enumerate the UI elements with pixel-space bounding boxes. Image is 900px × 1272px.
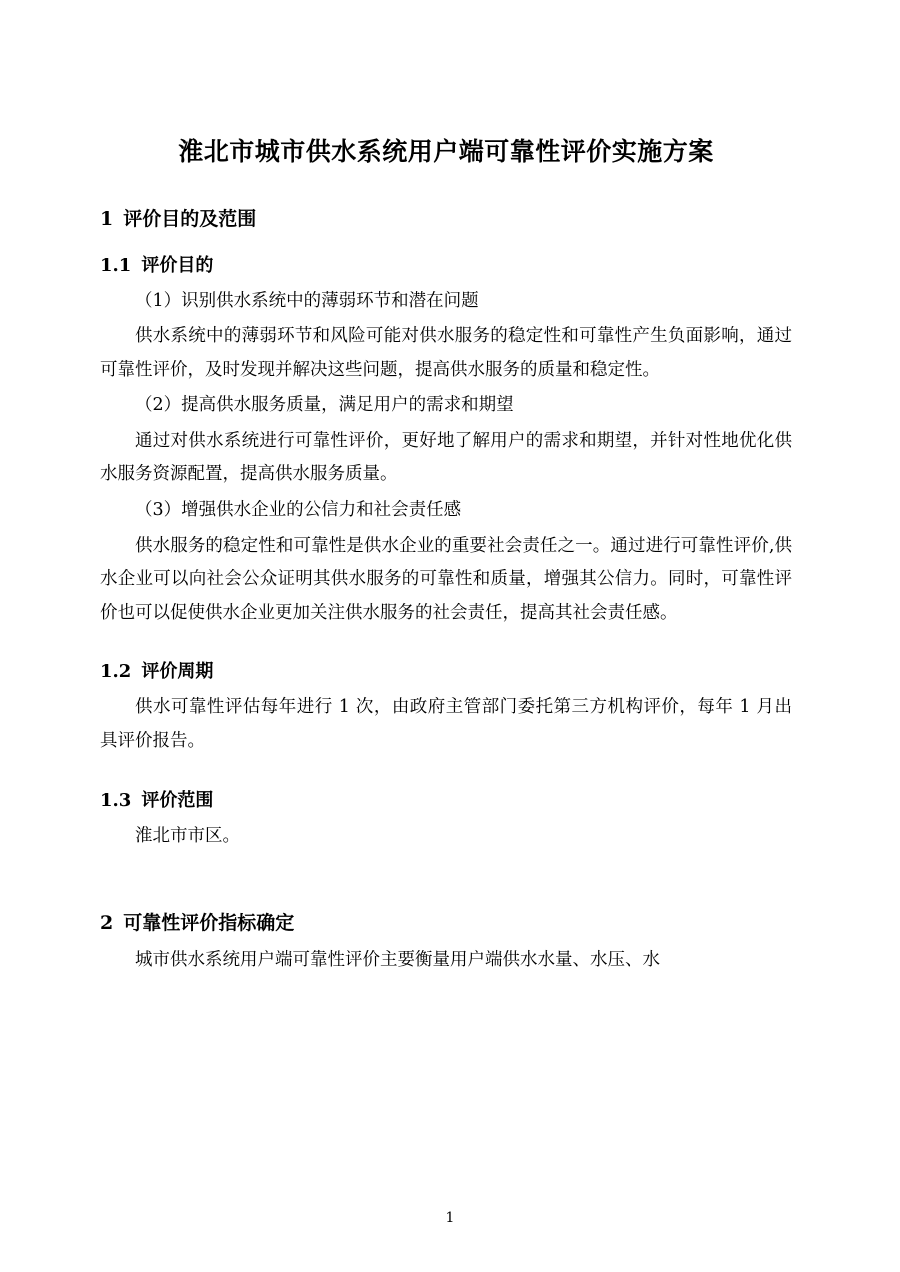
paragraph: （3）增强供水企业的公信力和社会责任感 [135,500,462,521]
spacer [100,759,792,769]
paragraph: 供水服务的稳定性和可靠性是供水企业的重要社会责任之一。通过进行可靠性评价,供水企业可以向社会公众证明其供水服务的可靠性和质量，增强其公信力。同时，可靠性评价也可以促使供水企业更加关注供水服务的社会责任，提高其社会责任感。 [100,535,792,623]
section-number-1-3: 1.3 [100,789,132,811]
section-number-2: 2 [100,912,114,935]
page-title: 淮北市城市供水系统用户端可靠性评价实施方案 [178,137,714,166]
paragraph: （2）提高供水服务质量，满足用户的需求和期望 [135,395,514,416]
paragraph: 供水系统中的薄弱环节和风险可能对供水服务的稳定性和可靠性产生负面影响，通过可靠性评价，及时发现并解决这些问题，提高供水服务的质量和稳定性。 [100,326,792,380]
paragraph: 供水可靠性评估每年进行 1 次，由政府主管部门委托第三方机构评价，每年 1 月出具评价报告。 [100,697,792,752]
spacer [100,853,792,873]
section-heading-1-2 [100,658,792,685]
spacer [100,630,792,640]
section-title-1: 评价目的及范围 [123,208,257,230]
page-number: 1 [445,1210,455,1226]
section-heading-1-1 [100,252,792,279]
section-number-1-1: 1.1 [100,254,132,276]
paragraph: 通过对供水系统进行可靠性评价，更好地了解用户的需求和期望，并针对性地优化供水服务资源配置，提高供水服务质量。 [100,430,792,485]
section-heading-2 [100,909,792,938]
section-title-1-3: 评价范围 [141,789,214,811]
section-heading-1 [100,205,792,234]
section-title-1-1: 评价目的 [141,254,214,276]
section-number-1-2: 1.2 [100,661,132,683]
section-heading-1-3 [100,787,792,814]
paragraph: 淮北市市区。 [135,825,240,846]
paragraph: 城市供水系统用户端可靠性评价主要衡量用户端供水水量、水压、水 [135,949,660,970]
section-title-2: 可靠性评价指标确定 [123,912,295,935]
section-title-1-2: 评价周期 [141,661,214,683]
paragraph: （1）识别供水系统中的薄弱环节和潜在问题 [135,290,479,311]
section-number-1: 1 [100,208,114,230]
